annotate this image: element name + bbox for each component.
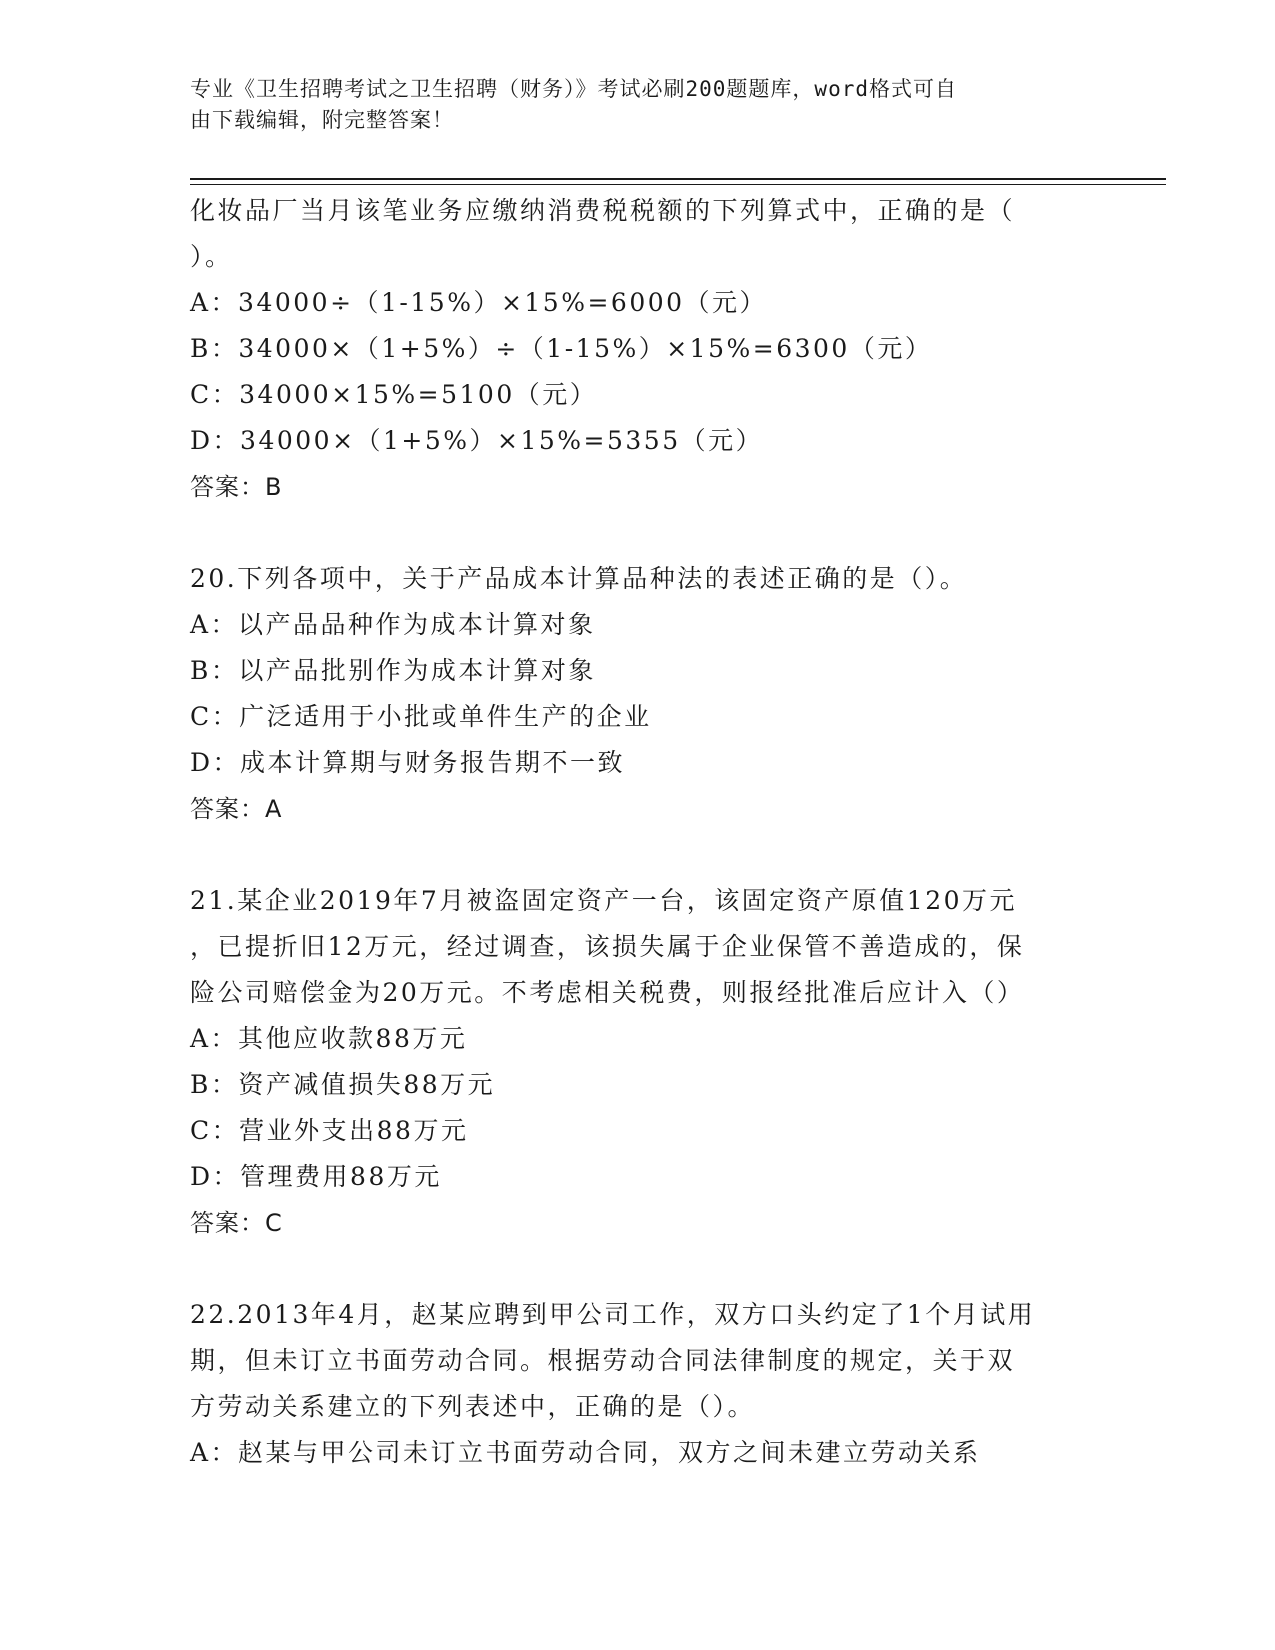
spacer: [190, 1246, 1090, 1292]
question-stem: ）。: [190, 242, 233, 271]
option-b: B：34000×（1+5%）÷（1-15%）×15%=6300（元）: [190, 334, 933, 363]
question-stem: 20.下列各项中，关于产品成本计算品种法的表述正确的是（）。: [190, 564, 968, 593]
option-a: A：其他应收款88万元: [190, 1024, 468, 1053]
option-c: C：广泛适用于小批或单件生产的企业: [190, 702, 652, 731]
question-stem: 22.2013年4月，赵某应聘到甲公司工作，双方口头约定了1个月试用: [190, 1300, 1036, 1329]
option-d: D：34000×（1+5%）×15%=5355（元）: [190, 426, 764, 455]
option-c: C：营业外支出88万元: [190, 1116, 469, 1145]
question-21: [190, 878, 1090, 1246]
option-c: C：34000×15%=5100（元）: [190, 380, 598, 409]
header-rule-thin: [190, 184, 1166, 185]
header-rule-thick: [190, 178, 1166, 180]
question-stem: 方劳动关系建立的下列表述中，正确的是（）。: [190, 1392, 756, 1421]
answer-line: 答案：A: [190, 795, 283, 823]
option-d: D：成本计算期与财务报告期不一致: [190, 748, 626, 777]
question-stem: 险公司赔偿金为20万元。不考虑相关税费，则报经批准后应计入（）: [190, 978, 1025, 1007]
question-19: [190, 188, 1090, 510]
option-b: B：资产减值损失88万元: [190, 1070, 496, 1099]
option-d: D：管理费用88万元: [190, 1162, 442, 1191]
option-a: A：34000÷（1-15%）×15%=6000（元）: [190, 288, 768, 317]
document-header: [190, 74, 1090, 136]
question-list: [190, 188, 1090, 1476]
header-line-2: 由下载编辑，附完整答案！: [190, 108, 454, 132]
header-line-1: 专业《卫生招聘考试之卫生招聘（财务）》考试必刷200题题库，word格式可自: [190, 77, 957, 101]
option-a: A：以产品品种作为成本计算对象: [190, 610, 596, 639]
question-22: [190, 1292, 1090, 1476]
option-a: A：赵某与甲公司未订立书面劳动合同，双方之间未建立劳动关系: [190, 1438, 981, 1467]
question-stem: 21.某企业2019年7月被盗固定资产一台，该固定资产原值120万元: [190, 886, 1018, 915]
option-b: B：以产品批别作为成本计算对象: [190, 656, 596, 685]
question-20: [190, 556, 1090, 832]
spacer: [190, 832, 1090, 878]
question-stem: 化妆品厂当月该笔业务应缴纳消费税税额的下列算式中，正确的是（: [190, 196, 1016, 225]
spacer: [190, 510, 1090, 556]
question-stem: 期，但未订立书面劳动合同。根据劳动合同法律制度的规定，关于双: [190, 1346, 1016, 1375]
answer-line: 答案：C: [190, 1209, 283, 1237]
question-stem: ，已提折旧12万元，经过调查，该损失属于企业保管不善造成的，保: [190, 932, 1025, 961]
answer-line: 答案：B: [190, 473, 283, 501]
